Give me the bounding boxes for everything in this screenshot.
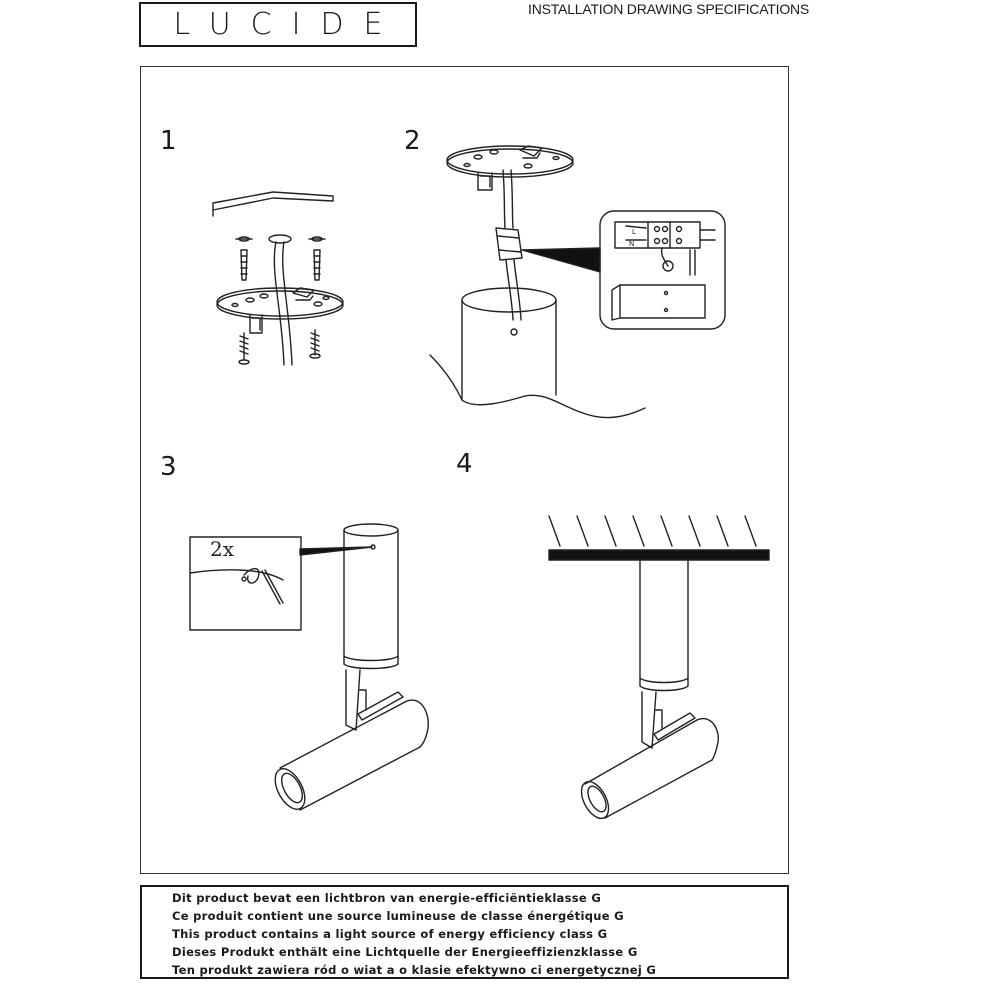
notice-line-de: Dieses Produkt enthält eine Lichtquelle der Energieeffizienzklasse G bbox=[172, 945, 638, 959]
step-2-illustration bbox=[430, 146, 725, 418]
notice-line-en: This product contains a light source of energy efficiency class G bbox=[172, 927, 608, 941]
step-1-illustration bbox=[213, 192, 343, 365]
screws-count-label: 2x bbox=[210, 537, 235, 561]
step-2-number: 2 bbox=[404, 126, 421, 156]
logo-text: LUCIDE bbox=[173, 7, 403, 42]
notice-line-nl: Dit product bevat een lichtbron van energie-efficiëntieklasse G bbox=[172, 891, 602, 905]
step-1-number: 1 bbox=[160, 126, 177, 156]
terminal-l-label: L bbox=[632, 228, 636, 236]
step-4-illustration bbox=[549, 516, 769, 823]
document-title: INSTALLATION DRAWING SPECIFICATIONS bbox=[528, 1, 810, 17]
step-3-illustration bbox=[190, 524, 428, 814]
step-4-number: 4 bbox=[456, 449, 473, 479]
notice-line-pl: Ten produkt zawiera ród o wiat a o klasie efektywno ci energetycznej G bbox=[172, 963, 657, 977]
step-3-number: 3 bbox=[160, 452, 177, 482]
terminal-n-label: N bbox=[629, 240, 635, 248]
notice-line-fr: Ce produit contient une source lumineuse de classe énergétique G bbox=[172, 909, 624, 923]
energy-notice-box bbox=[140, 885, 789, 979]
